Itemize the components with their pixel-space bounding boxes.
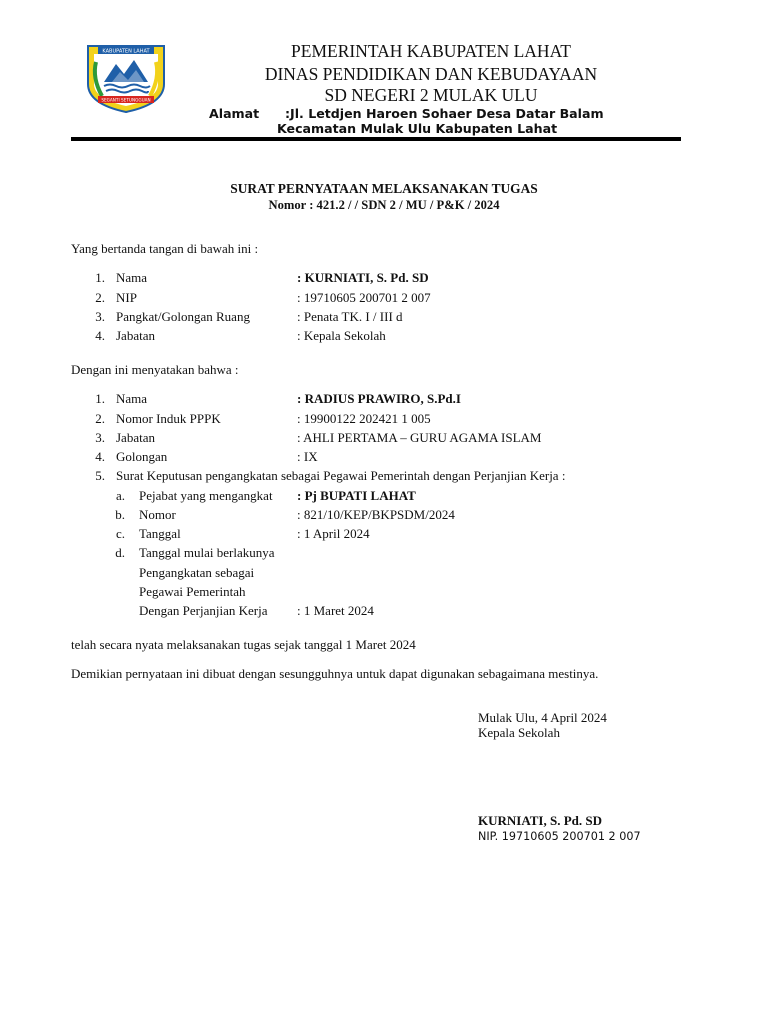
- field-value: : IX: [297, 449, 318, 464]
- row-number: 1.: [95, 270, 105, 285]
- field-value: : AHLI PERTAMA – GURU AGAMA ISLAM: [297, 430, 542, 445]
- field-value: : Penata TK. I / III d: [297, 309, 403, 324]
- field-value: : 821/10/KEP/BKPSDM/2024: [297, 507, 455, 522]
- decree-effective-value: : 1 Maret 2024: [297, 603, 374, 618]
- field-label: Tanggal: [139, 526, 181, 541]
- intro-text: Yang bertanda tangan di bawah ini :: [71, 241, 259, 256]
- field-label: Pangkat/Golongan Ruang: [116, 309, 250, 324]
- document-number: Nomor : 421.2 / / SDN 2 / MU / P&K / 2024: [268, 198, 500, 212]
- address-label: Alamat: [209, 106, 260, 121]
- row-number: 3.: [95, 309, 105, 324]
- address-line-2: Kecamatan Mulak Ulu Kabupaten Lahat: [277, 121, 558, 136]
- address-line-1: [209, 106, 604, 121]
- row-number: 2.: [95, 290, 105, 305]
- field-label: Surat Keputusan pengangkatan sebagai Pegawai Pemerintah dengan Perjanjian Kerja :: [116, 468, 566, 483]
- row-number: 2.: [95, 411, 105, 426]
- letterhead-divider: [71, 137, 681, 141]
- field-label: Jabatan: [116, 328, 155, 343]
- field-value: : Pj BUPATI LAHAT: [297, 488, 416, 503]
- decree-effective-cont-2: Pegawai Pemerintah: [139, 584, 246, 599]
- row-number: 4.: [95, 449, 105, 464]
- row-number: 4.: [95, 328, 105, 343]
- field-value: : Kepala Sekolah: [297, 328, 386, 343]
- signature-nip: NIP. 19710605 200701 2 007: [478, 830, 641, 843]
- closing-declaration: Demikian pernyataan ini dibuat dengan sesungguhnya untuk dapat digunakan sebagaimana mestinya.: [71, 666, 599, 681]
- field-value: : 19710605 200701 2 007: [297, 290, 431, 305]
- field-value: : RADIUS PRAWIRO, S.Pd.I: [297, 391, 461, 406]
- field-value: : 1 April 2024: [297, 526, 370, 541]
- row-letter: d.: [115, 545, 125, 560]
- document-title: SURAT PERNYATAAN MELAKSANAKAN TUGAS: [230, 181, 538, 196]
- logo-text-top: KABUPATEN LAHAT: [102, 48, 150, 55]
- row-letter: b.: [115, 507, 125, 522]
- field-label: Pejabat yang mengangkat: [139, 488, 273, 503]
- field-label: NIP: [116, 290, 137, 305]
- field-label: Jabatan: [116, 430, 155, 445]
- field-label: Nama: [116, 270, 148, 285]
- address-street: :Jl. Letdjen Haroen Sohaer Desa Datar Balam: [285, 106, 604, 121]
- header-government: PEMERINTAH KABUPATEN LAHAT: [291, 41, 571, 61]
- field-value: : KURNIATI, S. Pd. SD: [297, 270, 429, 285]
- field-label: Nomor: [139, 507, 176, 522]
- regency-logo: [84, 42, 168, 114]
- signature-name: KURNIATI, S. Pd. SD: [478, 813, 603, 828]
- field-label: Tanggal mulai berlakunya: [139, 545, 275, 560]
- field-value: : 19900122 202421 1 005: [297, 411, 431, 426]
- row-letter: a.: [115, 488, 125, 503]
- closing-statement: telah secara nyata melaksanakan tugas sejak tanggal 1 Maret 2024: [71, 637, 416, 652]
- row-number: 3.: [95, 430, 105, 445]
- row-number: 5.: [95, 468, 105, 483]
- decree-effective-cont-3: Dengan Perjanjian Kerja: [139, 603, 268, 618]
- field-label: Golongan: [116, 449, 168, 464]
- signature-place-date: Mulak Ulu, 4 April 2024: [478, 710, 607, 725]
- row-letter: c.: [115, 526, 125, 541]
- signature-position: Kepala Sekolah: [478, 725, 560, 740]
- header-school: SD NEGERI 2 MULAK ULU: [324, 85, 538, 105]
- statement-intro: Dengan ini menyatakan bahwa :: [71, 362, 239, 377]
- field-label: Nama: [116, 391, 148, 406]
- decree-effective-cont-1: Pengangkatan sebagai: [139, 565, 255, 580]
- header-department: DINAS PENDIDIKAN DAN KEBUDAYAAN: [264, 64, 598, 84]
- field-label: Nomor Induk PPPK: [116, 411, 221, 426]
- row-number: 1.: [95, 391, 105, 406]
- logo-text-bottom: SEGANTI SETUNGGUAN: [101, 97, 151, 103]
